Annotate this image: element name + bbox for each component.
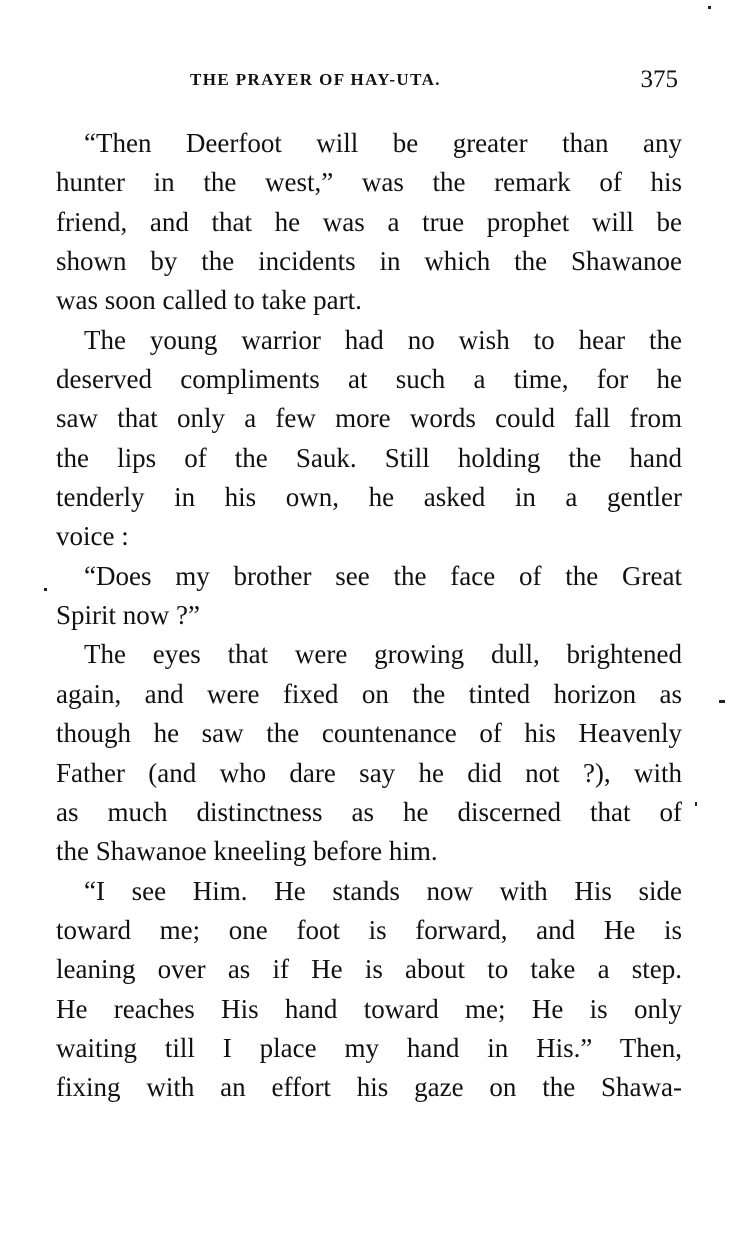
- text-line: hunter in the west,” was the remark of his: [56, 167, 682, 198]
- text-line: the lips of the Sauk. Still holding the hand: [56, 442, 682, 473]
- text-line: Spirit now ?”: [56, 600, 200, 631]
- text-line: “I see Him. He stands now with His side: [84, 875, 682, 906]
- text-line: fixing with an effort his gaze on the Shawa-: [56, 1072, 682, 1103]
- text-line: shown by the incidents in which the Shawanoe: [56, 246, 682, 277]
- text-line: was soon called to take part.: [56, 285, 362, 316]
- text-line: tenderly in his own, he asked in a gentler: [56, 482, 682, 513]
- scan-speck: [708, 6, 711, 9]
- text-line: toward me; one foot is forward, and He is: [56, 914, 682, 945]
- text-line: “Does my brother see the face of the Great: [84, 560, 682, 591]
- page-header: [190, 66, 682, 96]
- text-line: as much distinctness as he discerned that of: [56, 796, 682, 827]
- page-number: 375: [640, 66, 678, 93]
- text-line: the Shawanoe kneeling before him.: [56, 836, 438, 867]
- text-line: deserved compliments at such a time, for he: [56, 364, 682, 395]
- scan-speck: [719, 700, 725, 703]
- running-title: THE PRAYER OF HAY-UTA.: [190, 70, 441, 89]
- text-line: voice :: [56, 521, 129, 552]
- body-text: [56, 124, 682, 1108]
- text-line: He reaches His hand toward me; He is only: [56, 993, 682, 1024]
- text-line: leaning over as if He is about to take a step.: [56, 954, 682, 985]
- text-line: friend, and that he was a true prophet will be: [56, 206, 682, 237]
- text-line: waiting till I place my hand in His.” Then,: [56, 1032, 682, 1063]
- text-line: though he saw the countenance of his Heavenly: [56, 718, 682, 749]
- text-line: The young warrior had no wish to hear the: [84, 324, 682, 355]
- text-line: again, and were fixed on the tinted horizon as: [56, 678, 682, 709]
- text-line: “Then Deerfoot will be greater than any: [84, 128, 682, 158]
- text-line: saw that only a few more words could fall from: [56, 403, 682, 434]
- scan-speck: [44, 588, 47, 591]
- text-line: Father (and who dare say he did not ?), with: [56, 757, 682, 788]
- scan-speck: [695, 802, 697, 806]
- text-line: The eyes that were growing dull, brightened: [84, 639, 682, 670]
